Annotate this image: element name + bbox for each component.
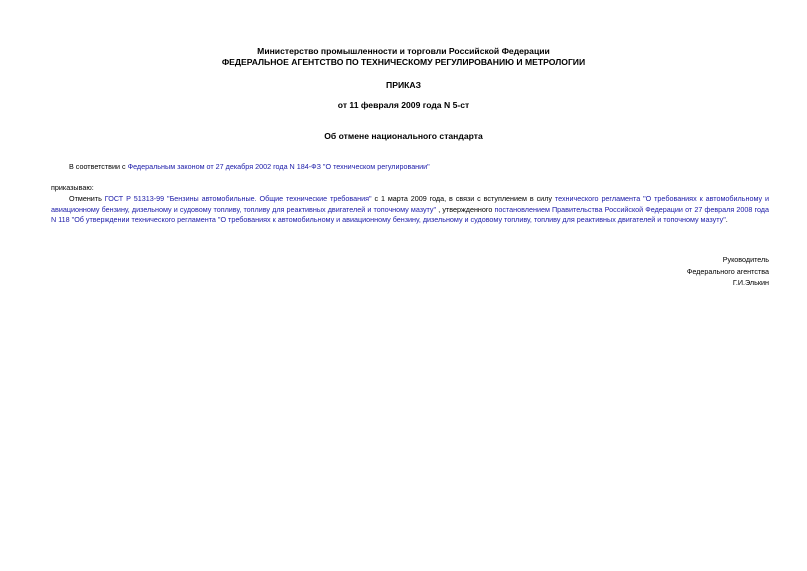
order-paragraph [51, 194, 769, 226]
ministry-name: Министерство промышленности и торговли Российской Федерации [257, 46, 550, 56]
signature-block [687, 254, 769, 289]
order-text-3: , утвержденного [436, 204, 495, 214]
order-word: приказываю: [51, 183, 94, 192]
technical-regulation-link[interactable]: технического регламента "О требованиях к автомобильному и авиационному бензину, дизельному и судовому топливу, топливу для реактивных двигателей и топочному мазуту" [51, 194, 769, 214]
federal-law-link[interactable]: Федеральным законом от 27 декабря 2002 года N 184-ФЗ "О техническом регулировании" [127, 162, 430, 171]
intro-paragraph [69, 162, 769, 173]
order-text-4: . [725, 215, 728, 224]
document-date-number: от 11 февраля 2009 года N 5-ст [337, 100, 470, 110]
order-text-2: с 1 марта 2009 года, в связи с вступлением в силу [371, 194, 555, 203]
intro-prefix: В соответствии с [69, 162, 128, 171]
document-title: Об отмене национального стандарта [324, 131, 483, 141]
signature-name: Г.И.Элькин [732, 278, 769, 287]
agency-name: ФЕДЕРАЛЬНОЕ АГЕНТСТВО ПО ТЕХНИЧЕСКОМУ РЕГУЛИРОВАНИЮ И МЕТРОЛОГИИ [221, 57, 586, 67]
document-type: ПРИКАЗ [386, 80, 421, 90]
signature-organization: Федерального агентства [686, 266, 769, 276]
order-text-1: Отменить [69, 194, 105, 203]
gost-link[interactable]: ГОСТ Р 51313-99 "Бензины автомобильные. Общие технические требования" [104, 194, 372, 203]
signature-position: Руководитель [722, 255, 769, 264]
government-decree-link[interactable]: постановлением Правительства Российской Федерации от 27 февраля 2008 года N 118 "Об утверждении технического регламента "О требованиях к автомобильному и авиационному бензину, дизельному и судовому топливу, топливу для реактивных двигателей и топочному мазуту" [51, 204, 769, 224]
